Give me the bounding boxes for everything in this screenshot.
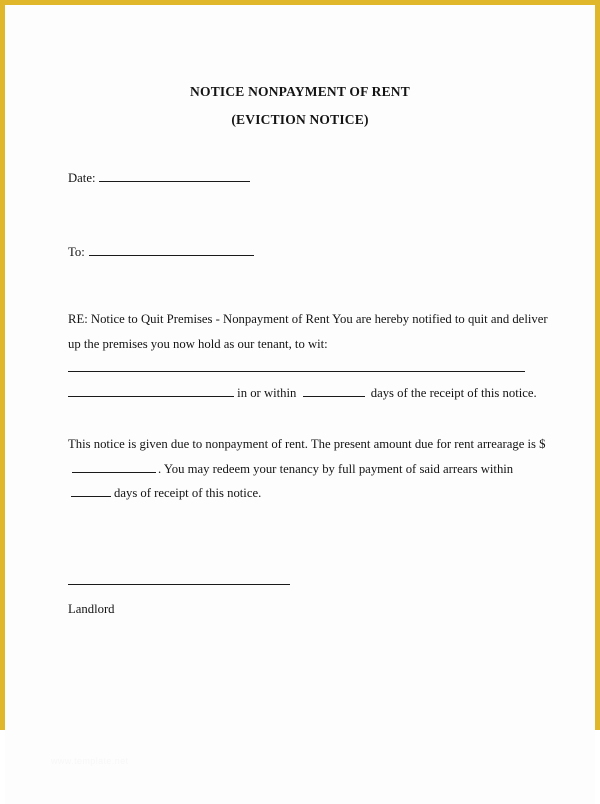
arrearage-text-tail: days of receipt of this notice. [114, 486, 262, 500]
date-field-row [68, 166, 550, 191]
recipient-field-row [68, 240, 550, 265]
recipient-blank-line[interactable] [89, 244, 254, 255]
premises-within-label: in or within [237, 385, 297, 400]
recipient-label: To: [68, 244, 85, 259]
arrearage-amount-blank[interactable] [72, 461, 156, 472]
arrears-days-blank[interactable] [71, 486, 111, 497]
signature-blank-line[interactable] [68, 584, 290, 585]
premises-blank-line-2[interactable] [68, 385, 234, 396]
date-blank-line[interactable] [99, 171, 250, 182]
notice-to-quit-paragraph: RE: Notice to Quit Premises - Nonpayment of Rent You are hereby notified to quit and deliver up the premises you now hold as our tenant, to wit: [68, 312, 548, 351]
arrearage-paragraph [68, 432, 550, 506]
document-title-secondary: (EVICTION NOTICE) [231, 112, 369, 127]
arrearage-text-middle: . You may redeem your tenancy by full payment of said arrears within [158, 461, 514, 476]
signature-block [68, 584, 550, 622]
premises-description-paragraph [68, 356, 550, 405]
document-body [68, 166, 550, 621]
date-label: Date: [68, 171, 96, 185]
document-page [5, 84, 595, 804]
premises-blank-line-1[interactable] [68, 361, 525, 372]
source-watermark: www.template.net [51, 756, 129, 766]
premises-receipt-label: days of the receipt of this notice. [370, 385, 537, 400]
quit-days-blank[interactable] [303, 385, 365, 396]
arrearage-text-lead: This notice is given due to nonpayment of rent. The present amount due for rent arrearage is $ [68, 437, 546, 451]
signature-role-label: Landlord [68, 601, 115, 616]
document-title-primary: NOTICE NONPAYMENT OF RENT [190, 84, 410, 99]
